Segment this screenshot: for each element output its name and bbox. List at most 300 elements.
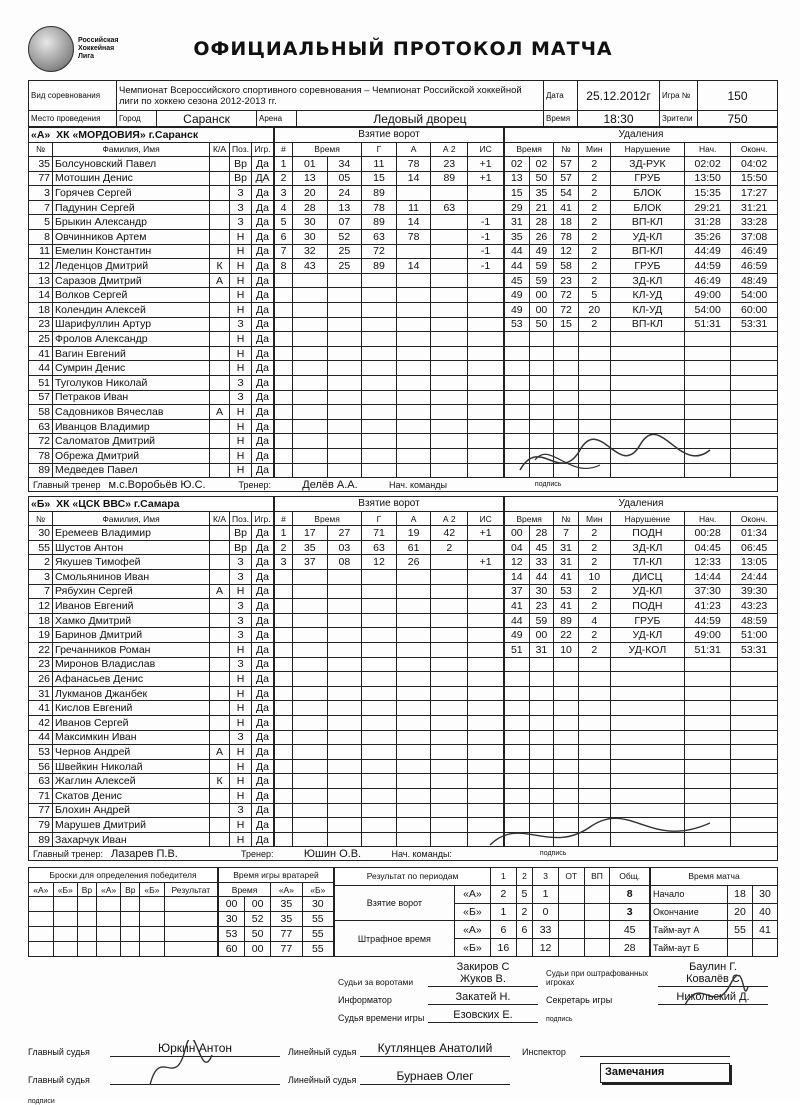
team-a-goals: Взятие ворот # Время Г А А 2 ИС 1 01 34 11 78 23 +1 2 13 05 15 14 89 +1 3 20 24 89 4 28 13 78 11 63 5 30 07 89 14 -1 6 30 52 63 78 -1 7 32 25 72 -1 8 43 25 89 14 -1 <box>274 127 504 478</box>
player-number: 57 <box>29 390 53 405</box>
goal-row: 8 43 25 89 14 -1 <box>275 259 504 274</box>
player-name: Горячев Сергей <box>53 186 210 201</box>
roster-row <box>29 715 274 730</box>
team-a-head-coach: м.с.Воробьёв Ю.С. <box>108 478 206 491</box>
penalty-row <box>505 730 778 745</box>
player-role <box>210 390 230 405</box>
goal-row <box>275 419 504 434</box>
roster-row <box>29 317 274 332</box>
penalty-row <box>505 390 778 405</box>
goal-row <box>275 643 504 658</box>
player-position: Н <box>230 818 252 833</box>
player-position: Н <box>230 259 252 274</box>
player-position: Н <box>230 788 252 803</box>
total-goals-b: 3 <box>610 903 650 921</box>
city-value: Саранск <box>157 111 257 127</box>
player-name: Садовников Вячеслав <box>53 405 210 420</box>
roster-row <box>29 832 274 847</box>
player-position: З <box>230 803 252 818</box>
player-role: А <box>210 405 230 420</box>
player-played: Да <box>252 715 274 730</box>
penalty-row <box>505 686 778 701</box>
player-role <box>210 288 230 303</box>
roster-row <box>29 672 274 687</box>
player-played: Да <box>252 570 274 585</box>
penalty-row: 44 59 58 2 ГРУБ 44:59 46:59 <box>505 259 778 274</box>
penalty-row: 49 00 72 20 КЛ-УД 54:00 60:00 <box>505 303 778 318</box>
player-played: Да <box>252 672 274 687</box>
penalty-row: 37 30 53 2 УД-КЛ 37:30 39:30 <box>505 584 778 599</box>
team-b-head-coach: Лазарев П.В. <box>111 847 178 860</box>
goal-row: 7 32 25 72 -1 <box>275 244 504 259</box>
player-role <box>210 613 230 628</box>
team-b-penalties: Удаления Время № Мин Нарушение Нач. Оконч. 00 28 7 2 ПОДН 00:28 01:34 04 45 31 2 ЗД-КЛ 04:45 06:45 12 33 31 2 ТЛ-КЛ 12:33 13:05 14 44 41 10 ДИСЦ 14:44 24:44 37 30 53 2 УД-КЛ 37:30 39:30 41 23 41 2 ПОДН 41:23 43:23 44 59 89 4 ГРУБ 44:59 48:59 49 00 22 2 УД-КЛ 49:00 51:00 51 31 10 2 УД-КОЛ 51:31 53:31 <box>504 496 778 847</box>
penalty-row: 44 59 89 4 ГРУБ 44:59 48:59 <box>505 613 778 628</box>
player-role: А <box>210 273 230 288</box>
goal-row: 2 35 03 63 61 2 <box>275 540 504 555</box>
player-role <box>210 540 230 555</box>
roster-row <box>29 745 274 760</box>
penalty-row: 41 23 41 2 ПОДН 41:23 43:23 <box>505 599 778 614</box>
goal-row: 5 30 07 89 14 -1 <box>275 215 504 230</box>
penalty-row: 49 00 72 5 КЛ-УД 49:00 54:00 <box>505 288 778 303</box>
player-position: Н <box>230 715 252 730</box>
penalty-row <box>505 774 778 789</box>
player-name: Шустов Антон <box>53 540 210 555</box>
player-number: 89 <box>29 832 53 847</box>
goal-row <box>275 448 504 463</box>
penalty-row: 29 21 41 2 БЛОК 29:21 31:21 <box>505 200 778 215</box>
player-name: Овчинников Артем <box>53 230 210 245</box>
roster-row <box>29 540 274 555</box>
player-number: 23 <box>29 657 53 672</box>
summary-section <box>28 867 778 957</box>
player-role: К <box>210 259 230 274</box>
player-position: Н <box>230 419 252 434</box>
goal-row <box>275 686 504 701</box>
player-played: Да <box>252 818 274 833</box>
roster-row <box>29 463 274 478</box>
team-a-staff: Главный тренер м.с.Воробьёв Ю.С. Тренер: Делёв А.А. Нач. команды подпись <box>28 478 778 492</box>
player-number: 5 <box>29 215 53 230</box>
player-number: 13 <box>29 273 53 288</box>
player-played: Да <box>252 774 274 789</box>
player-played: Да <box>252 584 274 599</box>
player-position: Н <box>230 832 252 847</box>
penalty-row <box>505 745 778 760</box>
player-played: Да <box>252 628 274 643</box>
goal-row <box>275 273 504 288</box>
player-name: Иванов Сергей <box>53 715 210 730</box>
team-b-roster: «Б» ХК «ЦСК ВВС» г.Самара № Фамилия, Имя К/А Поз. Игр. 30 Еремеев Владимир Вр Да 55 Шустов Антон Вр Да 2 Якушев Тимофей З Да 3 Смольянинов Иван З Да 7 Рябухин Сергей А Н Да 12 Иванов Евгений З Да 18 Хамко Дмитрий З Да 19 Баринов Дмитрий З Да 22 Гречанников Роман Н Да 23 Миронов Владислав З Да 26 Афанасьев Денис Н Да 31 Лукманов Джанбек Н Да 41 Кислов Евгений Н Да 42 Иванов Сергей Н Да 44 Максимкин Иван З Да 53 Чернов Андрей А Н Да 56 Швейкин Николай Н Да 63 Жаглин Алексей К Н Да 71 Скатов Денис Н Да 77 Блохин Андрей З Да 79 Марушев Дмитрий Н Да 89 Захарчук Иван Н Да <box>28 496 274 847</box>
player-position: З <box>230 215 252 230</box>
penalty-row: 13 50 57 2 ГРУБ 13:50 15:50 <box>505 171 778 186</box>
roster-row <box>29 759 274 774</box>
player-position: Вр <box>230 171 252 186</box>
player-name: Саразов Дмитрий <box>53 273 210 288</box>
player-position: Н <box>230 273 252 288</box>
goal-row <box>275 832 504 847</box>
penalty-row <box>505 405 778 420</box>
player-played: Да <box>252 463 274 478</box>
player-name: Болсуновский Павел <box>53 157 210 172</box>
player-role <box>210 643 230 658</box>
roster-row <box>29 803 274 818</box>
player-played: Да <box>252 317 274 332</box>
secretary: Никольский Д. <box>658 991 768 1005</box>
roster-row <box>29 361 274 376</box>
player-name: Марушев Дмитрий <box>53 818 210 833</box>
player-name: Брыкин Александр <box>53 215 210 230</box>
player-played: Да <box>252 346 274 361</box>
player-number: 53 <box>29 745 53 760</box>
player-played: Да <box>252 259 274 274</box>
goal-row <box>275 803 504 818</box>
league-emblem-icon <box>28 26 74 72</box>
goal-row <box>275 628 504 643</box>
team-b-staff: Главный тренер: Лазарев П.В. Тренер: Юшин О.В. Нач. команды: подпись <box>28 847 778 861</box>
player-role <box>210 303 230 318</box>
player-name: Баринов Дмитрий <box>53 628 210 643</box>
player-number: 78 <box>29 448 53 463</box>
player-number: 71 <box>29 788 53 803</box>
player-role <box>210 788 230 803</box>
player-position: Н <box>230 332 252 347</box>
player-played: Да <box>252 288 274 303</box>
match-time-row: Тайм-аут А 55 41 <box>651 921 778 939</box>
roster-row <box>29 448 274 463</box>
player-number: 63 <box>29 774 53 789</box>
player-position: З <box>230 376 252 391</box>
player-role <box>210 215 230 230</box>
goal-row <box>275 672 504 687</box>
player-role <box>210 346 230 361</box>
header <box>28 18 778 80</box>
player-role <box>210 832 230 847</box>
roster-row <box>29 570 274 585</box>
roster-row <box>29 526 274 541</box>
timekeeper: Езовских Е. <box>428 1009 538 1023</box>
total-goals-a: 8 <box>610 885 650 903</box>
player-number: 41 <box>29 346 53 361</box>
player-role <box>210 570 230 585</box>
player-played: Да <box>252 599 274 614</box>
penalty-row <box>505 701 778 716</box>
roster-row <box>29 701 274 716</box>
goalie-time-row: 60 00 77 55 <box>219 942 334 957</box>
goal-row <box>275 584 504 599</box>
player-played: Да <box>252 686 274 701</box>
player-name: Блохин Андрей <box>53 803 210 818</box>
player-name: Гречанников Роман <box>53 643 210 658</box>
player-number: 19 <box>29 628 53 643</box>
player-position: Н <box>230 434 252 449</box>
player-number: 11 <box>29 244 53 259</box>
player-role <box>210 657 230 672</box>
player-number: 35 <box>29 157 53 172</box>
roster-row <box>29 171 274 186</box>
team-b-block <box>28 496 778 847</box>
goalie-time-row: 30 52 35 55 <box>219 912 334 927</box>
goal-row: 1 01 34 11 78 23 +1 <box>275 157 504 172</box>
penalty-row <box>505 818 778 833</box>
player-role <box>210 186 230 201</box>
player-played: Да <box>252 701 274 716</box>
goal-judge-2: Жуков В. <box>460 973 506 986</box>
player-role <box>210 157 230 172</box>
roster-row <box>29 434 274 449</box>
player-played: Да <box>252 657 274 672</box>
goal-row <box>275 788 504 803</box>
player-name: Хамко Дмитрий <box>53 613 210 628</box>
player-role <box>210 701 230 716</box>
roster-row <box>29 774 274 789</box>
roster-row <box>29 730 274 745</box>
linesman-2: Бурнаев Олег <box>360 1069 510 1085</box>
penalty-row <box>505 376 778 391</box>
shootout-table: Броски для определения победителя «А» «Б» Вр «А» Вр «Б» Результат <box>28 867 218 957</box>
goalie-time-row: 00 00 35 30 <box>219 897 334 912</box>
goal-row: 6 30 52 63 78 -1 <box>275 230 504 245</box>
player-role: К <box>210 774 230 789</box>
goal-row <box>275 730 504 745</box>
player-played: Да <box>252 788 274 803</box>
player-name: Емелин Константин <box>53 244 210 259</box>
period-results: Результат по периодам 1 2 3 ОТ ВП Общ. Взятие ворот «А» 2 5 1 8 «Б» 1 2 0 3 Штрафное время «А» 6 6 33 45 «Б» 16 12 28 <box>334 867 650 957</box>
player-number: 42 <box>29 715 53 730</box>
player-number: 14 <box>29 288 53 303</box>
goal-row <box>275 613 504 628</box>
team-b-name: ХК «ЦСК ВВС» г.Самара <box>56 497 180 510</box>
penalty-row: 44 49 12 2 ВП-КЛ 44:49 46:49 <box>505 244 778 259</box>
player-role <box>210 730 230 745</box>
goal-row: 1 17 27 71 19 42 +1 <box>275 526 504 541</box>
officials-section: Судьи за воротами Закиров С Жуков В. Судьи при оштрафованных игроках Баулин Г. Ковалёв С Информатор Закатей Н. Секретарь игры Никольский Д. Судья времени игры Езовских Е. подпись Главный судья Юркин Антон Линейный судья Кутлянцев Анатолий Инспектор Главный судья Линейный судья Бурнаев Олег подписи <box>28 963 778 1105</box>
player-number: 3 <box>29 186 53 201</box>
player-played: Да <box>252 730 274 745</box>
player-position: Н <box>230 463 252 478</box>
player-played: Да <box>252 434 274 449</box>
roster-row <box>29 643 274 658</box>
player-number: 3 <box>29 570 53 585</box>
player-role <box>210 686 230 701</box>
match-time-row: Тайм-аут Б <box>651 939 778 957</box>
player-role: А <box>210 745 230 760</box>
goal-row <box>275 745 504 760</box>
player-name: Саломатов Дмитрий <box>53 434 210 449</box>
arena-value: Ледовый дворец <box>297 111 544 127</box>
roster-row <box>29 555 274 570</box>
player-number: 12 <box>29 599 53 614</box>
player-number: 63 <box>29 419 53 434</box>
team-a-coach: Делёв А.А. <box>302 478 358 491</box>
player-name: Рябухин Сергей <box>53 584 210 599</box>
informer: Закатей Н. <box>428 991 538 1005</box>
player-position: З <box>230 570 252 585</box>
player-number: 55 <box>29 540 53 555</box>
player-name: Петраков Иван <box>53 390 210 405</box>
player-played: Да <box>252 405 274 420</box>
player-position: Н <box>230 672 252 687</box>
penalty-row <box>505 803 778 818</box>
player-played: Да <box>252 419 274 434</box>
player-role <box>210 599 230 614</box>
penalty-row <box>505 788 778 803</box>
player-position: Н <box>230 405 252 420</box>
player-number: 77 <box>29 803 53 818</box>
player-number: 7 <box>29 584 53 599</box>
penalty-row: 02 02 57 2 ЗД-РУК 02:02 04:02 <box>505 157 778 172</box>
player-role <box>210 526 230 541</box>
goal-row <box>275 715 504 730</box>
player-position: З <box>230 390 252 405</box>
match-time-row: Окончание 20 40 <box>651 903 778 921</box>
player-name: Жаглин Алексей <box>53 774 210 789</box>
roster-row <box>29 599 274 614</box>
player-role <box>210 419 230 434</box>
player-played: Да <box>252 273 274 288</box>
player-number: 22 <box>29 643 53 658</box>
penalty-row <box>505 434 778 449</box>
team-b-coach: Юшин О.В. <box>303 847 362 860</box>
player-position: Н <box>230 288 252 303</box>
roster-row <box>29 215 274 230</box>
goal-row: 4 28 13 78 11 63 <box>275 200 504 215</box>
goal-row <box>275 657 504 672</box>
roster-row <box>29 303 274 318</box>
player-name: Якушев Тимофей <box>53 555 210 570</box>
roster-row <box>29 346 274 361</box>
roster-row <box>29 613 274 628</box>
player-role <box>210 200 230 215</box>
goal-row <box>275 818 504 833</box>
player-name: Падунин Сергей <box>53 200 210 215</box>
player-role <box>210 555 230 570</box>
player-played: Да <box>252 157 274 172</box>
page-title: ОФИЦИАЛЬНЫЙ ПРОТОКОЛ МАТЧА <box>193 38 613 60</box>
player-name: Колендин Алексей <box>53 303 210 318</box>
player-number: 58 <box>29 405 53 420</box>
player-played: Да <box>252 303 274 318</box>
team-a-name: ХК «МОРДОВИЯ» г.Саранск <box>56 128 199 141</box>
player-position: З <box>230 599 252 614</box>
player-role <box>210 715 230 730</box>
penalty-row <box>505 759 778 774</box>
player-role <box>210 463 230 478</box>
player-number: 77 <box>29 171 53 186</box>
penalty-row: 35 26 78 2 УД-КЛ 35:26 37:08 <box>505 230 778 245</box>
roster-row <box>29 788 274 803</box>
player-name: Максимкин Иван <box>53 730 210 745</box>
goal-row <box>275 774 504 789</box>
match-time-table: Время матча Начало 18 30 Окончание 20 40 Тайм-аут А 55 41 Тайм-аут Б <box>650 867 778 957</box>
player-name: Шарифуллин Артур <box>53 317 210 332</box>
player-name: Мотошин Денис <box>53 171 210 186</box>
player-name: Миронов Владислав <box>53 657 210 672</box>
player-position: Н <box>230 643 252 658</box>
player-number: 23 <box>29 317 53 332</box>
penalty-row: 49 00 22 2 УД-КЛ 49:00 51:00 <box>505 628 778 643</box>
penalty-row <box>505 463 778 478</box>
player-position: Н <box>230 230 252 245</box>
penalty-row: 45 59 23 2 ЗД-КЛ 46:49 48:49 <box>505 273 778 288</box>
player-number: 2 <box>29 555 53 570</box>
player-role <box>210 171 230 186</box>
goal-row <box>275 405 504 420</box>
player-number: 30 <box>29 526 53 541</box>
match-info: Вид соревнования Чемпионат Всероссийского спортивного соревнования – Чемпионат Российской хоккейной лиги по хоккею сезона 2012-2013 гг. Дата 25.12.2012г Игра № 150 Место проведения Город Саранск Арена Ледовый дворец Время 18:30 Зрители 750 <box>28 80 778 127</box>
player-number: 89 <box>29 463 53 478</box>
player-played: Да <box>252 230 274 245</box>
player-role <box>210 818 230 833</box>
goal-row <box>275 303 504 318</box>
penalty-row: 53 50 15 2 ВП-КЛ 51:31 53:31 <box>505 317 778 332</box>
penalty-row: 04 45 31 2 ЗД-КЛ 04:45 06:45 <box>505 540 778 555</box>
player-role <box>210 361 230 376</box>
player-played: Да <box>252 244 274 259</box>
roster-row <box>29 230 274 245</box>
player-name: Сумрин Денис <box>53 361 210 376</box>
goal-row: 3 20 24 89 <box>275 186 504 201</box>
player-position: З <box>230 555 252 570</box>
player-name: Вагин Евгений <box>53 346 210 361</box>
match-time-row: Начало 18 30 <box>651 885 778 903</box>
match-date: 25.12.2012г <box>578 81 660 111</box>
player-played: Да <box>252 613 274 628</box>
player-played: Да <box>252 759 274 774</box>
roster-row <box>29 405 274 420</box>
player-name: Кислов Евгений <box>53 701 210 716</box>
player-number: 41 <box>29 701 53 716</box>
roster-row <box>29 818 274 833</box>
player-role <box>210 672 230 687</box>
player-position: Н <box>230 686 252 701</box>
player-played: Да <box>252 200 274 215</box>
player-number: 44 <box>29 361 53 376</box>
goal-row <box>275 599 504 614</box>
penalty-row <box>505 832 778 847</box>
goal-row <box>275 361 504 376</box>
player-name: Иванцов Владимир <box>53 419 210 434</box>
goal-row <box>275 332 504 347</box>
roster-row <box>29 259 274 274</box>
spectators: 750 <box>698 111 778 127</box>
player-role <box>210 317 230 332</box>
player-role <box>210 434 230 449</box>
team-a-roster: «А» ХК «МОРДОВИЯ» г.Саранск № Фамилия, Имя К/А Поз. Игр. 35 Болсуновский Павел Вр Да 77 Мотошин Денис Вр ДА 3 Горячев Сергей З Да 7 Падунин Сергей З Да 5 Брыкин Александр З Да 8 Овчинников Артем Н Да 11 Емелин Константин Н Да 12 Леденцов Дмитрий К Н Да 13 Саразов Дмитрий А Н Да 14 Волков Сергей Н Да 18 Колендин Алексей Н Да 23 Шарифуллин Артур З Да 25 Фролов Александр Н Да 41 Вагин Евгений Н Да 44 Сумрин Денис Н Да 51 Туголуков Николай З Да 57 Петраков Иван З Да 58 Садовников Вячеслав А Н Да 63 Иванцов Владимир Н Да 72 Саломатов Дмитрий Н Да 78 Обрежа Дмитрий Н Да 89 Медведев Павел Н Да <box>28 127 274 478</box>
chief-referee: Юркин Антон <box>110 1041 280 1057</box>
league-logo: Российская Хоккейная Лига <box>28 26 138 72</box>
roster-row <box>29 332 274 347</box>
team-a-block <box>28 127 778 478</box>
goal-row <box>275 317 504 332</box>
game-number: 150 <box>698 81 778 111</box>
player-played: Да <box>252 540 274 555</box>
player-name: Смольянинов Иван <box>53 570 210 585</box>
goal-row <box>275 390 504 405</box>
player-played: Да <box>252 186 274 201</box>
penalty-row <box>505 332 778 347</box>
player-played: ДА <box>252 171 274 186</box>
roster-row <box>29 376 274 391</box>
player-number: 8 <box>29 230 53 245</box>
player-name: Медведев Павел <box>53 463 210 478</box>
goal-row <box>275 434 504 449</box>
penalty-row: 12 33 31 2 ТЛ-КЛ 12:33 13:05 <box>505 555 778 570</box>
player-name: Чернов Андрей <box>53 745 210 760</box>
player-number: 79 <box>29 818 53 833</box>
player-position: Н <box>230 346 252 361</box>
